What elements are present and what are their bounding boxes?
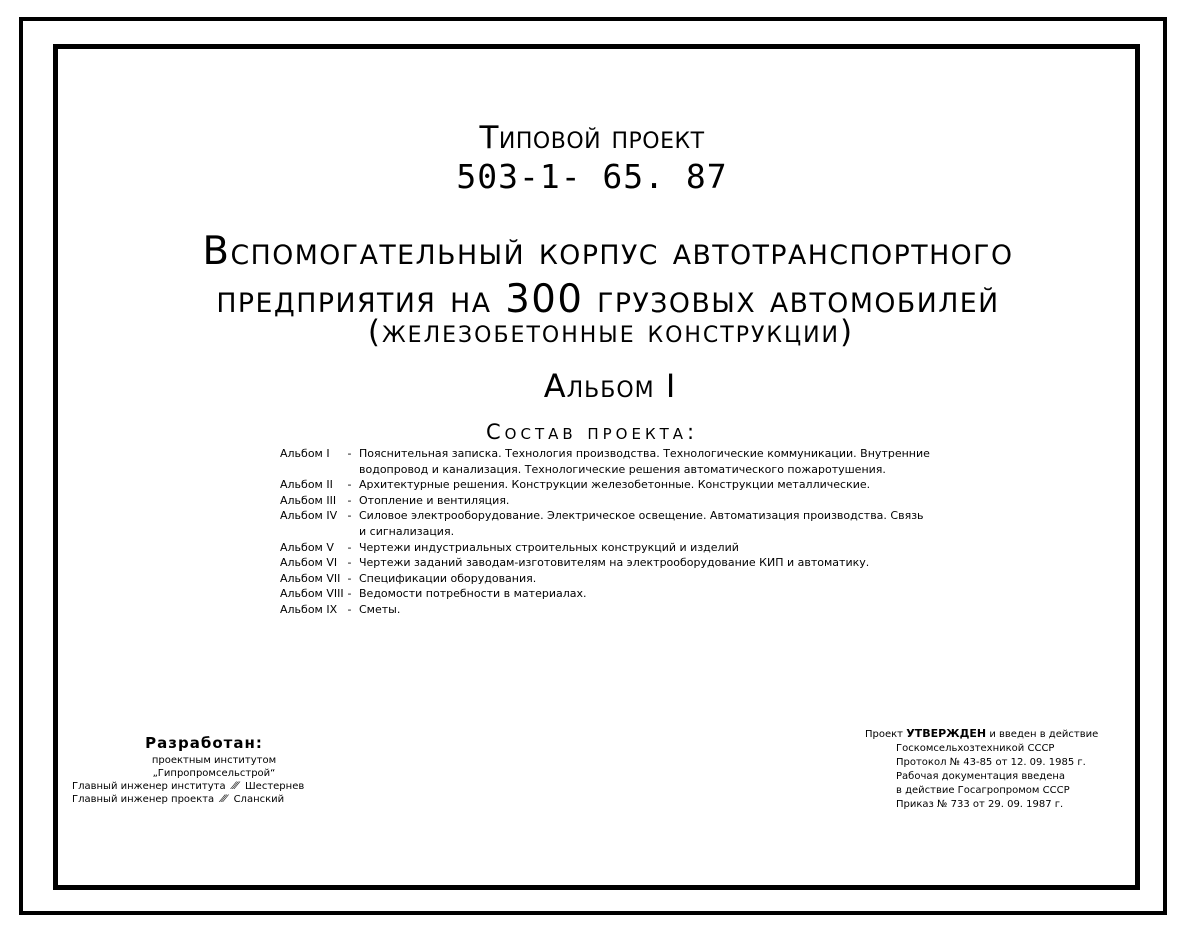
subtitle: (железобетонные конструкции) (367, 314, 855, 350)
contents-heading: Состав проекта: (486, 420, 699, 444)
list-item: Альбом IX - Сметы. (280, 602, 401, 616)
chief-institute-line: Главный инженер института ⁄⁄⁄ Шестернев (72, 781, 305, 792)
title-line-1: Вспомогательный корпус автотранспортного (202, 229, 1014, 274)
project-code: 503-1- 65. 87 (456, 157, 728, 196)
approval-line-5: в действие Госагропромом СССР (896, 785, 1070, 796)
list-item: Альбом IV - Силовое электрооборудование. Электрическое освещение. Автоматизация производства. Связь (280, 509, 924, 523)
developer-heading: Разработан: (145, 734, 263, 752)
main-title (6, 228, 1184, 324)
developer-line-1: проектным институтом (151, 755, 277, 766)
approval-line-1: Проект УТВЕРЖДЕН и введен в действие (865, 727, 1099, 740)
list-item: Альбом I - Пояснительная записка. Технология производства. Технологические коммуникации. Внутренние (280, 447, 930, 460)
approval-line-2: Госкомсельхозтехникой СССР (896, 743, 1055, 754)
developer-line-2: „Гипропромсельстрой“ (152, 768, 276, 779)
list-item: Альбом V - Чертежи индустриальных строительных конструкций и изделий (280, 540, 739, 554)
contents-list (280, 446, 950, 618)
signature-mark: ⁄⁄⁄ (221, 794, 227, 805)
list-item: Альбом VIII - Ведомости потребности в материалах. (280, 587, 587, 601)
list-item: Альбом II - Архитектурные решения. Конструкции железобетонные. Конструкции металлические. (280, 478, 871, 492)
approval-line-6: Приказ № 733 от 29. 09. 1987 г. (896, 799, 1064, 810)
list-item: Альбом III - Отопление и вентиляция. (280, 493, 510, 507)
approval-line-4: Рабочая документация введена (896, 771, 1066, 782)
list-item: и сигнализация. (359, 524, 455, 538)
type-label: Типовой проект (479, 120, 705, 156)
list-item: водопровод и канализация. Технологические решения автоматического пожаротушения. (359, 462, 886, 476)
signature-mark: ⁄⁄⁄ (232, 781, 238, 792)
approval-block (865, 727, 1135, 812)
developer-block (64, 734, 364, 806)
approval-line-3: Протокол № 43-85 от 12. 09. 1985 г. (896, 757, 1086, 768)
album-label: Альбом I (543, 367, 677, 405)
title-line-2: предприятия на 300 грузовых автомобилей (216, 277, 1000, 322)
chief-project-line: Главный инженер проекта ⁄⁄⁄ Сланский (72, 794, 285, 805)
list-item: Альбом VII - Спецификации оборудования. (280, 571, 537, 585)
list-item: Альбом VI - Чертежи заданий заводам-изготовителям на электрооборудование КИП и автоматику. (280, 556, 870, 570)
